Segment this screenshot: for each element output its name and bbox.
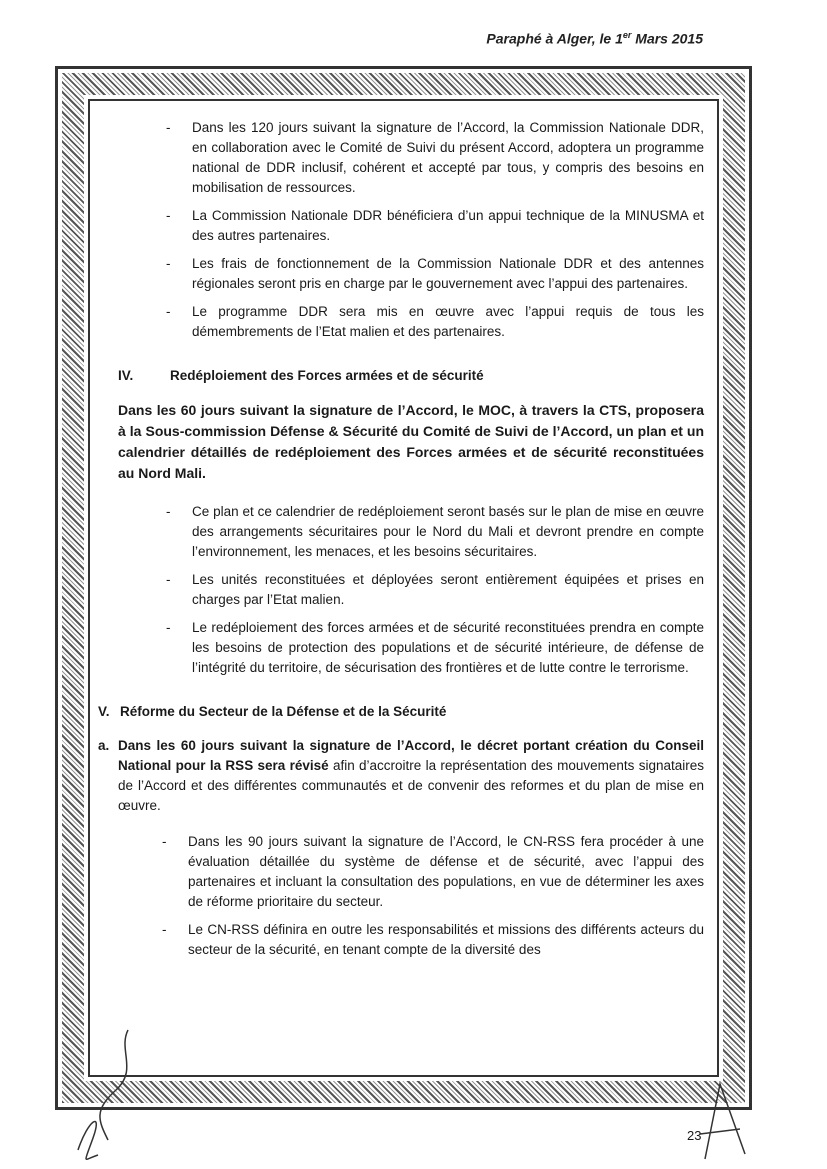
section-iv-paragraph: Dans les 60 jours suivant la signature de l’Accord, le MOC, à travers la CTS, proposera à la Sous-commission Défense & Sécurité du Comité de Suivi de l’Accord, un plan et un calendrier détaillés de redéploiement des Forces armées et de sécurité reconstituées au Nord Mali. bbox=[118, 402, 704, 481]
list-item: - La Commission Nationale DDR bénéficiera d’un appui technique de la MINUSMA et des autres partenaires. bbox=[166, 208, 704, 243]
section-iv-bullet-list bbox=[118, 502, 704, 678]
list-item: - Le redéploiement des forces armées et de sécurité reconstituées prendra en compte les besoins de protection des populations et de sécurité intérieure, de défense de l’intégrité du territoire, de sécurisation des frontières et de lutte contre le terrorisme. bbox=[166, 620, 704, 675]
initials-signature bbox=[58, 1010, 158, 1160]
list-item: - Les frais de fonctionnement de la Commission Nationale DDR et des antennes régionales seront pris en charge par le gouvernement avec l’appui des partenaires. bbox=[166, 256, 704, 291]
list-item: - Ce plan et ce calendrier de redéploiement seront basés sur le plan de mise en œuvre des arrangements sécuritaires pour le Nord du Mali et devront prendre en compte l’environnement, les menaces, et les besoins sécuritaires. bbox=[166, 504, 704, 559]
list-item: - Le CN-RSS définira en outre les responsabilités et missions des différents acteurs du secteur de la sécurité, en tenant compte de la diversité des bbox=[162, 922, 704, 957]
ddr-bullet-list bbox=[118, 118, 704, 342]
header-note: Paraphé à Alger, le 1er Mars 2015 bbox=[486, 30, 703, 47]
document-body bbox=[98, 118, 704, 968]
list-item: - Dans les 90 jours suivant la signature de l’Accord, le CN-RSS fera procéder à une évaluation détaillée du système de défense et de sécurité, avec l’appui des partenaires et incluant la consultation des populations, en vue de déterminer les axes de réforme prioritaire du secteur. bbox=[162, 834, 704, 909]
section-v-heading: V. Réforme du Secteur de la Défense et de la Sécurité bbox=[98, 704, 447, 719]
page-signature-mark bbox=[690, 1074, 750, 1164]
section-iv-heading: IV. Redéploiement des Forces armées et de sécurité bbox=[118, 368, 484, 383]
list-item: - Les unités reconstituées et déployées seront entièrement équipées et prises en charges par l’Etat malien. bbox=[166, 572, 704, 607]
list-item: - Le programme DDR sera mis en œuvre avec l’appui requis de tous les démembrements de l’Etat malien et des partenaires. bbox=[166, 304, 704, 339]
page-number: 23 bbox=[687, 1128, 702, 1143]
section-v-item-a: a. Dans les 60 jours suivant la signature de l’Accord, le décret portant création du Conseil National pour la RSS sera révisé afin d’accroitre la représentation des mouvements signataires de l’Accord et des différentes communautés et de convenir des reformes et du plan de mise en œuvre. bbox=[98, 738, 704, 813]
section-v-bullet-list bbox=[118, 832, 704, 960]
list-item: - Dans les 120 jours suivant la signature de l’Accord, la Commission Nationale DDR, en collaboration avec le Comité de Suivi du présent Accord, adoptera un programme national de DDR inclusif, cohérent et accepté par tous, y compris des besoins en mobilisation de ressources. bbox=[166, 120, 704, 195]
